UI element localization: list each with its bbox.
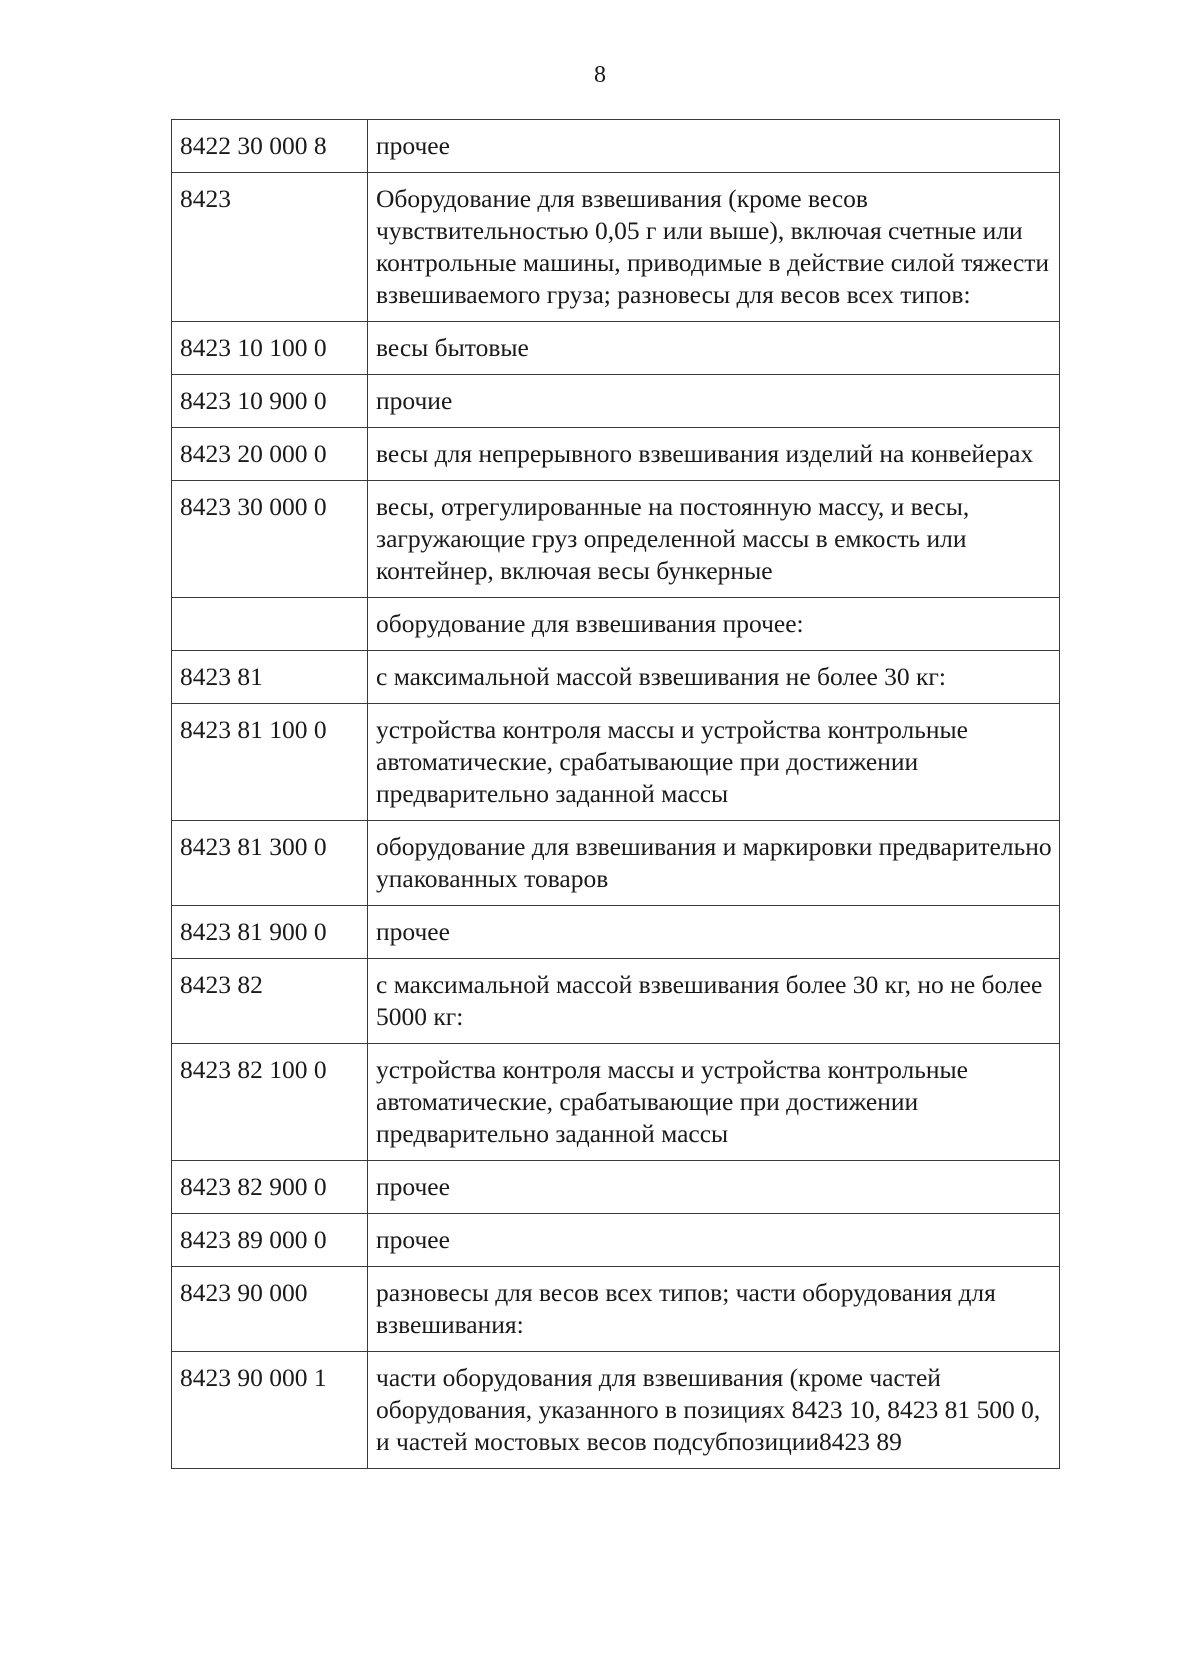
- table-row: [172, 598, 1060, 651]
- description-cell: устройства контроля массы и устройства контрольные автоматические, срабатывающие при достижении предварительно заданной массы: [368, 1044, 1060, 1161]
- code-cell: 8423 81: [172, 651, 368, 704]
- table-row: [172, 651, 1060, 704]
- code-cell: 8423 10 100 0: [172, 322, 368, 375]
- description-cell: с максимальной массой взвешивания не более 30 кг:: [368, 651, 1060, 704]
- description-cell: весы, отрегулированные на постоянную массу, и весы, загружающие груз определенной массы в емкость или контейнер, включая весы бункерные: [368, 481, 1060, 598]
- table-row: [172, 959, 1060, 1044]
- description-cell: с максимальной массой взвешивания более 30 кг, но не более 5000 кг:: [368, 959, 1060, 1044]
- table-row: [172, 821, 1060, 906]
- code-cell: 8423: [172, 173, 368, 322]
- table-row: [172, 906, 1060, 959]
- code-cell: 8423 82: [172, 959, 368, 1044]
- description-cell: прочее: [368, 1161, 1060, 1214]
- description-cell: прочее: [368, 1214, 1060, 1267]
- table-row: [172, 1161, 1060, 1214]
- tariff-code-table: [171, 119, 1060, 1469]
- page-number: 8: [594, 62, 606, 88]
- description-cell: весы для непрерывного взвешивания изделий на конвейерах: [368, 428, 1060, 481]
- code-cell: 8423 30 000 0: [172, 481, 368, 598]
- code-cell: 8423 81 300 0: [172, 821, 368, 906]
- description-cell: разновесы для весов всех типов; части оборудования для взвешивания:: [368, 1267, 1060, 1352]
- table-row: [172, 1044, 1060, 1161]
- table-row: [172, 704, 1060, 821]
- description-cell: оборудование для взвешивания и маркировки предварительно упакованных товаров: [368, 821, 1060, 906]
- code-cell: 8423 90 000 1: [172, 1352, 368, 1469]
- code-cell: 8423 81 100 0: [172, 704, 368, 821]
- table-row: [172, 120, 1060, 173]
- description-cell: Оборудование для взвешивания (кроме весов чувствительностью 0,05 г или выше), включая счетные или контрольные машины, приводимые в действие силой тяжести взвешиваемого груза; разновесы для весов всех типов:: [368, 173, 1060, 322]
- description-cell: устройства контроля массы и устройства контрольные автоматические, срабатывающие при достижении предварительно заданной массы: [368, 704, 1060, 821]
- description-cell: прочее: [368, 120, 1060, 173]
- table-row: [172, 1352, 1060, 1469]
- description-cell: прочие: [368, 375, 1060, 428]
- table-row: [172, 481, 1060, 598]
- description-cell: оборудование для взвешивания прочее:: [368, 598, 1060, 651]
- table-row: [172, 173, 1060, 322]
- description-cell: прочее: [368, 906, 1060, 959]
- code-cell: 8423 82 100 0: [172, 1044, 368, 1161]
- code-cell: 8423 89 000 0: [172, 1214, 368, 1267]
- description-cell: части оборудования для взвешивания (кроме частей оборудования, указанного в позициях 8423 10, 8423 81 500 0, и частей мостовых весов подсубпозиции8423 89: [368, 1352, 1060, 1469]
- code-cell: 8423 90 000: [172, 1267, 368, 1352]
- description-cell: весы бытовые: [368, 322, 1060, 375]
- code-cell: 8423 10 900 0: [172, 375, 368, 428]
- table-row: [172, 1214, 1060, 1267]
- code-cell: 8422 30 000 8: [172, 120, 368, 173]
- table-row: [172, 428, 1060, 481]
- table-row: [172, 322, 1060, 375]
- code-cell: 8423 20 000 0: [172, 428, 368, 481]
- code-cell: 8423 81 900 0: [172, 906, 368, 959]
- code-cell: 8423 82 900 0: [172, 1161, 368, 1214]
- table-row: [172, 375, 1060, 428]
- table-row: [172, 1267, 1060, 1352]
- code-cell: [172, 598, 368, 651]
